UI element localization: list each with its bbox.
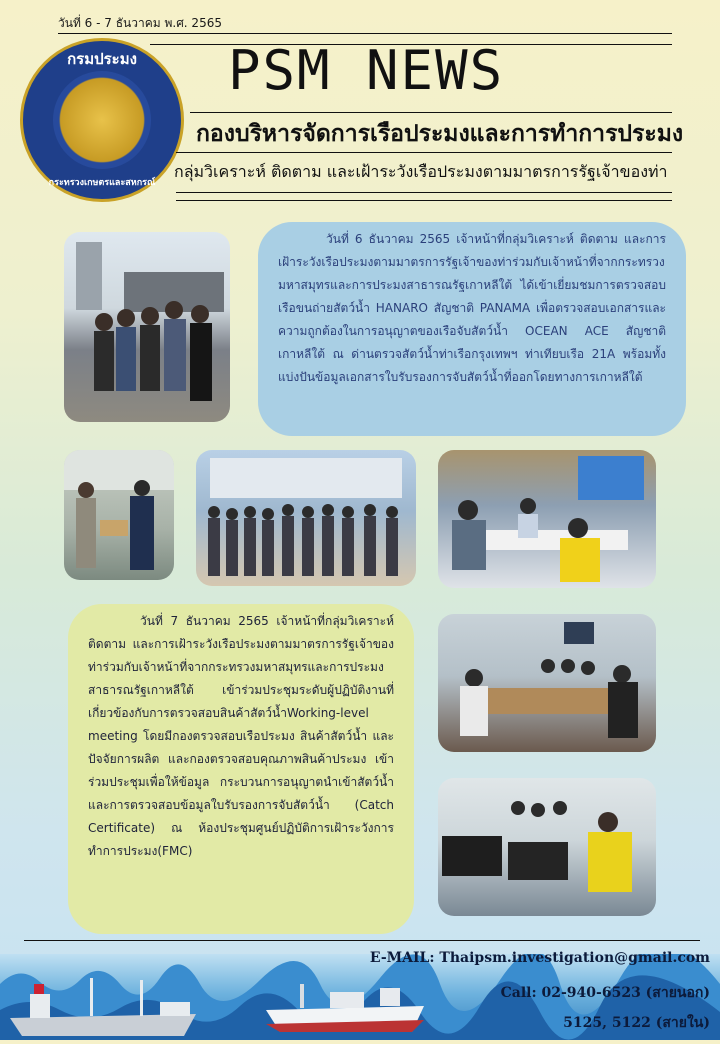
photo-inspection-office	[64, 450, 174, 580]
photo-port-visit	[64, 232, 230, 422]
footer-rule	[24, 940, 700, 941]
sub-rule	[176, 192, 672, 193]
contact-phone: Call: 02-940-6523 (สายนอก)	[500, 985, 710, 1001]
contact-extension: 5125, 5122 (สายใน)	[563, 1015, 710, 1031]
photo-group-fmc	[196, 450, 416, 586]
newsletter-title: PSM NEWS	[228, 39, 505, 102]
division-subtitle: กลุ่มวิเคราะห์ ติดตาม และเฝ้าระวังเรือประมงตามมาตรการรัฐเจ้าของท่า	[174, 162, 668, 181]
article-dec6-panel	[258, 222, 686, 436]
article-dec7-panel	[68, 604, 414, 934]
top-rule	[58, 33, 672, 34]
logo-text-bottom: กระทรวงเกษตรและสหกรณ์	[48, 178, 156, 188]
logo-emblem-icon	[53, 71, 151, 169]
issue-date: วันที่ 6 - 7 ธันวาคม พ.ศ. 2565	[58, 16, 222, 30]
department-title: กองบริหารจัดการเรือประมงและการทำการประมง	[196, 121, 684, 147]
photo-working-level-meeting	[438, 614, 656, 752]
dept-rule	[176, 152, 672, 153]
article-dec7-text: วันที่ 7 ธันวาคม 2565 เจ้าหน้าที่กลุ่มวิเคราะห์ ติดตาม และการเฝ้าระวังเรือประมงตามมาตรการรัฐเจ้าของท่าร่วมกับเจ้าหน้าที่จากกระทรวงมหาสมุทรและการประมงสาธารณรัฐเกาหลีใต้ เข้าร่วมประชุมระดับผู้ปฏิบัติงานที่เกี่ยวข้องกับการตรวจสอบสินค้าสัตว์น้ำWorking-level meeting โดยมีกองตรวจสอบเรือประมง สินค้าสัตว์น้ำ และปัจจัยการผลิต และกองตรวจสอบคุณภาพสินค้าประมง เข้าร่วมประชุมเพื่อให้ข้อมูล กระบวนการอนุญาตนำเข้าสัตว์น้ำ และการตรวจสอบข้อมูลใบรับรองการจับสัตว์น้ำ (Catch Certificate) ณ ห้องประชุมศูนย์ปฏิบัติการเฝ้าระวังการทำการประมง(FMC)	[88, 614, 394, 858]
sub-rule-2	[176, 200, 672, 201]
photo-meeting-room	[438, 450, 656, 588]
article-dec6-text: วันที่ 6 ธันวาคม 2565 เจ้าหน้าที่กลุ่มวิเคราะห์ ติดตาม และการเฝ้าระวังเรือประมงตามมาตรการรัฐเจ้าของท่าร่วมกับเจ้าหน้าที่จากกระทรวงมหาสมุทรและการประมงสาธารณรัฐเกาหลีใต้ ได้เข้าเยี่ยมชมการตรวจสอบเรือขนถ่ายสัตว์น้ำ HANARO สัญชาติ PANAMA เพื่อตรวจสอบเอกสารและความถูกต้องในการอนุญาตของเรือจับสัตว์น้ำ OCEAN ACE สัญชาติ เกาหลีใต้ ณ ด่านตรวจสัตว์น้ำท่าเรือกรุงเทพฯ ท่าเทียบเรือ 21A พร้อมทั้งแบ่งปันข้อมูลเอกสารใบรับรองการจับสัตว์น้ำที่ออกโดยทางการเกาหลีใต้	[278, 232, 666, 384]
department-logo	[20, 38, 184, 202]
title-rule	[190, 112, 672, 113]
contact-email[interactable]: E-MAIL: Thaipsm.investigation@gmail.com	[369, 950, 710, 966]
logo-text-top: กรมประมง	[67, 50, 137, 68]
photo-fmc-operations	[438, 778, 656, 916]
